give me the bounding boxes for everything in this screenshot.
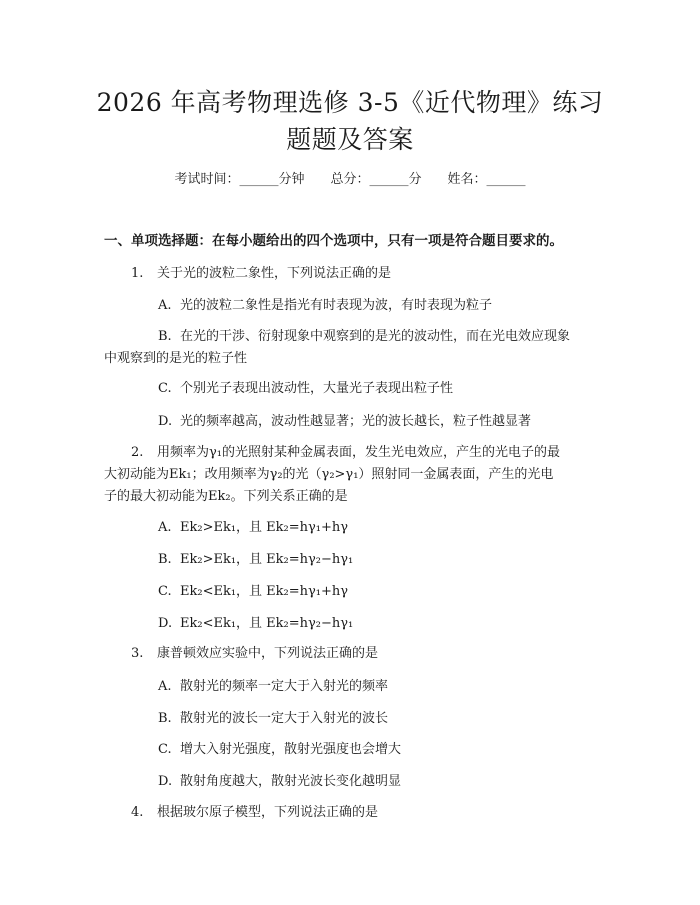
question-stem: 康普顿效应实验中，下列说法正确的是 xyxy=(157,646,379,661)
option-1d xyxy=(158,410,531,429)
option-label: A. xyxy=(158,298,172,313)
option-1b xyxy=(158,325,570,344)
question-4 xyxy=(131,801,378,820)
option-text: 散射角度越大，散射光波长变化越明显 xyxy=(180,774,402,789)
option-label: A. xyxy=(158,520,172,535)
section-heading: 一、单项选择题：在每小题给出的四个选项中，只有一项是符合题目要求的。 xyxy=(104,233,563,249)
exam-time-field: 考试时间：______分钟 xyxy=(174,172,305,187)
total-score-field: 总分：______分 xyxy=(330,172,422,187)
option-text: 散射光的频率一定大于入射光的频率 xyxy=(180,679,389,694)
document-title-continued: 题题及答案 xyxy=(286,125,414,154)
option-label: C. xyxy=(158,381,172,396)
option-text: 光的频率越高，波动性越显著；光的波长越长，粒子性越显著 xyxy=(180,414,532,429)
question-1 xyxy=(131,262,391,281)
question-3 xyxy=(131,642,378,661)
question-stem: 关于光的波粒二象性，下列说法正确的是 xyxy=(157,266,392,281)
option-3a xyxy=(158,675,388,694)
option-1c xyxy=(158,377,453,396)
option-text: 散射光的波长一定大于入射光的波长 xyxy=(180,711,389,726)
option-2d xyxy=(158,612,353,631)
question-number: 2. xyxy=(131,445,144,460)
option-3d xyxy=(158,770,401,789)
name-field: 姓名：______ xyxy=(447,172,526,187)
option-text: 个别光子表现出波动性，大量光子表现出粒子性 xyxy=(180,381,454,396)
option-label: B. xyxy=(158,329,172,344)
option-3b xyxy=(158,707,388,726)
question-stem: 根据玻尔原子模型，下列说法正确的是 xyxy=(157,805,379,820)
option-text: Ek₂>Ek₁，且 Ek₂=hγ₂−hγ₁ xyxy=(180,552,354,567)
option-2b xyxy=(158,548,353,567)
question-number: 4. xyxy=(131,805,144,820)
option-text: Ek₂<Ek₁，且 Ek₂=hγ₁+hγ xyxy=(180,584,349,599)
exam-info-line xyxy=(0,168,700,187)
option-label: D. xyxy=(158,414,173,429)
option-2c xyxy=(158,580,348,599)
option-text: 在光的干涉、衍射现象中观察到的是光的波动性，而在光电效应现象 xyxy=(180,329,571,344)
question-number: 3. xyxy=(131,646,144,661)
option-label: D. xyxy=(158,774,173,789)
option-text: 增大入射光强度，散射光强度也会增大 xyxy=(180,742,402,757)
question-2 xyxy=(131,441,560,460)
option-label: C. xyxy=(158,584,172,599)
option-3c xyxy=(158,738,401,757)
option-2a xyxy=(158,516,348,535)
option-label: A. xyxy=(158,679,172,694)
question-number: 1. xyxy=(131,266,144,281)
option-label: C. xyxy=(158,742,172,757)
option-label: B. xyxy=(158,552,172,567)
question-2-continued: 大初动能为Ek₁；改用频率为γ₂的光（γ₂>γ₁）照射同一金属表面，产生的光电 xyxy=(104,467,554,482)
question-2-continued: 子的最大初动能为Ek₂。下列关系正确的是 xyxy=(104,489,348,504)
option-1b-continued: 中观察到的是光的粒子性 xyxy=(104,351,248,366)
option-1a xyxy=(158,294,492,313)
document-title: 2026 年高考物理选修 3-5《近代物理》练习 xyxy=(96,88,604,117)
option-label: D. xyxy=(158,616,173,631)
question-stem: 用频率为γ₁的光照射某种金属表面，发生光电效应，产生的光电子的最 xyxy=(157,445,560,460)
option-text: Ek₂>Ek₁，且 Ek₂=hγ₁+hγ xyxy=(180,520,349,535)
option-text: 光的波粒二象性是指光有时表现为波，有时表现为粒子 xyxy=(180,298,493,313)
option-label: B. xyxy=(158,711,172,726)
option-text: Ek₂<Ek₁，且 Ek₂=hγ₂−hγ₁ xyxy=(180,616,354,631)
